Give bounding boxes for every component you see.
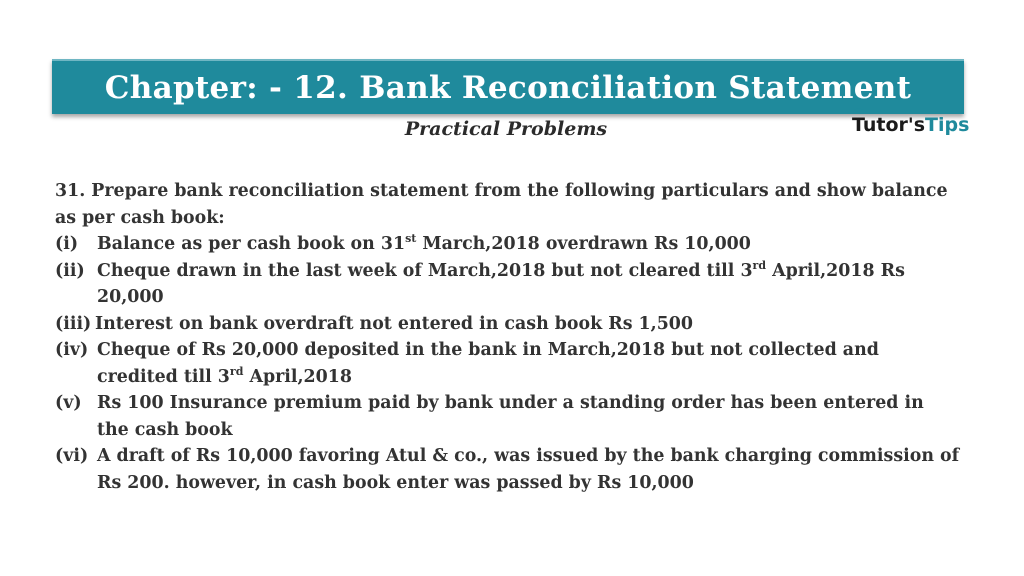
item-text: Interest on bank overdraft not entered in cash book Rs 1,500	[95, 313, 693, 334]
list-item	[55, 311, 960, 338]
item-number: (v)	[55, 393, 82, 413]
list-item	[55, 337, 960, 390]
graduation-cap-icon	[854, 108, 863, 114]
list-item	[55, 258, 960, 311]
item-number: (ii)	[55, 260, 85, 281]
item-number: (iv)	[55, 340, 89, 360]
question-body	[55, 178, 960, 496]
logo-text-tips: Tips	[925, 114, 970, 136]
item-number: (i)	[55, 234, 79, 254]
item-text: A draft of Rs 10,000 favoring Atul & co., was issued by the bank charging commission of Rs 200. however, in cash book enter was passed by Rs 10,000	[97, 446, 960, 493]
chapter-title-banner	[52, 59, 964, 114]
section-subtitle: Practical Problems	[404, 118, 608, 140]
list-item	[55, 231, 960, 258]
list-item	[55, 443, 960, 496]
item-text: Cheque of Rs 20,000 deposited in the bank in March,2018 but not collected and credited till 3rd April,2018	[97, 340, 879, 387]
list-item	[55, 390, 960, 443]
item-text: Balance as per cash book on 31st March,2018 overdrawn Rs 10,000	[97, 232, 751, 254]
item-text: Rs 100 Insurance premium paid by bank under a standing order has been entered in the cash book	[97, 393, 924, 440]
item-text: Cheque drawn in the last week of March,2018 but not cleared till 3rd April,2018 Rs 20,000	[97, 258, 905, 307]
logo-text-tutors: Tutor's	[852, 114, 925, 136]
question-intro: 31. Prepare bank reconciliation statement from the following particulars and show balance as per cash book:	[55, 181, 948, 228]
chapter-title: Chapter: - 12. Bank Reconciliation Statement	[104, 69, 912, 106]
item-number: (iii)	[55, 313, 92, 334]
item-number: (vi)	[55, 446, 89, 466]
tutors-tips-logo	[852, 114, 969, 136]
